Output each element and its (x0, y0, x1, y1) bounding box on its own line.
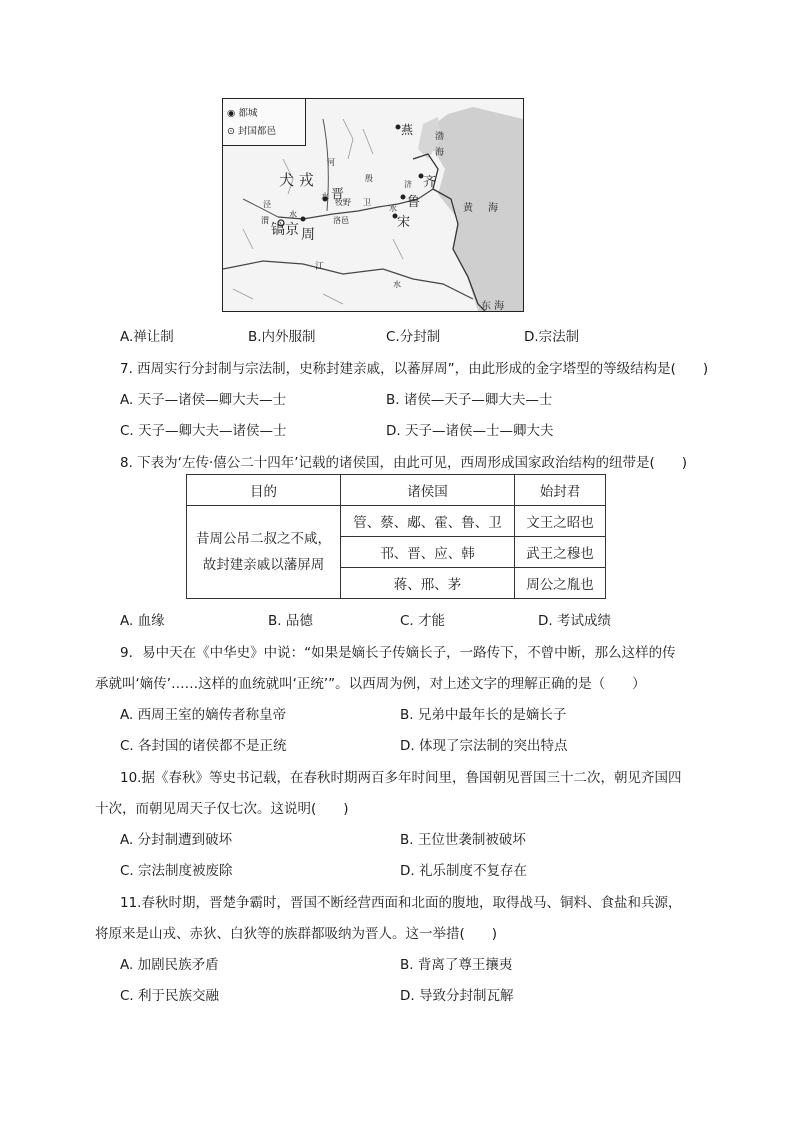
table-header-purpose: 目的 (187, 475, 341, 506)
label-eastsea: 东 海 (481, 301, 505, 312)
q8-option-c: C. 才能 (400, 613, 446, 629)
q8-table (186, 474, 606, 599)
table-header-states: 诸侯国 (341, 475, 515, 506)
label-shui4: 水 (321, 192, 329, 201)
q10-line-2: 十次，而朝见周天子仅七次。这说明( ) (95, 801, 349, 817)
label-wei: 卫 (363, 198, 371, 207)
lu-dot (401, 195, 406, 200)
q11-option-d: D. 导致分封制瓦解 (400, 988, 514, 1004)
q6-option-a: A.禅让制 (120, 329, 174, 345)
q8-stem: 8. 下表为‘左传·僖公二十四年’记载的诸侯国，由此可见，西周形成国家政治结构的纽带是( ) (120, 455, 688, 471)
label-jiang: 江 (315, 262, 325, 272)
label-zhou: 周 (301, 227, 315, 243)
purpose-line-2: 故封建亲戚以藩屏周 (202, 557, 325, 573)
q8-option-d: D. 考试成绩 (538, 613, 611, 629)
q11-line-1: 11.春秋时期，晋楚争霸时，晋国不断经营西面和北面的腹地，取得战马、铜料、食盐和兵源， (120, 895, 682, 911)
purpose-line-1: 昔周公吊二叔之不咸， (196, 531, 331, 547)
label-shui2: 水 (393, 280, 401, 289)
q7-stem: 7. 西周实行分封制与宗法制，史称封建亲戚，以蕃屏周”，由此形成的金字塔型的等级结构是( ) (120, 361, 709, 377)
label-yellowsea: 黄 (463, 203, 473, 214)
q8-option-a: A. 血缘 (120, 613, 165, 629)
q11-option-c: C. 利于民族交融 (120, 988, 220, 1004)
label-song: 宋 (397, 215, 411, 230)
table-founder-3: 周公之胤也 (515, 568, 606, 599)
q11-option-a: A. 加剧民族矛盾 (120, 957, 219, 973)
q9-option-a: A. 西周王室的嫡传者称皇帝 (120, 707, 287, 723)
label-bohai2: 海 (435, 148, 445, 158)
legend-fief: ⊙ 封国都邑 (227, 126, 276, 137)
label-shui: 水 (389, 204, 397, 213)
q10-option-a: A. 分封制遭到破坏 (120, 832, 233, 848)
q10-line-1: 10.据《春秋》等史书记载，在春秋时期两百多年时间里，鲁国朝见晋国三十二次，朝见齐国四 (120, 770, 682, 786)
luoyi-dot (301, 217, 306, 222)
label-shui3: 水 (289, 210, 297, 219)
q6-option-b: B.内外服制 (248, 329, 316, 345)
label-bohai: 渤 (435, 132, 445, 142)
q10-option-d: D. 礼乐制度不复存在 (400, 863, 527, 879)
label-haojing: 镐京 (271, 222, 299, 238)
q6-option-c: C.分封制 (386, 329, 441, 345)
label-ji: 济 (404, 180, 412, 189)
label-jin: 晋 (331, 187, 345, 202)
label-lu: 鲁 (407, 195, 421, 210)
q10-option-b: B. 王位世袭制被破坏 (400, 832, 526, 848)
q9-option-d: D. 体现了宗法制的突出特点 (400, 738, 568, 754)
q9-option-b: B. 兄弟中最年长的是嫡长子 (400, 707, 567, 723)
q10-option-c: C. 宗法制度被废除 (120, 863, 233, 879)
q8-option-b: B. 品德 (268, 613, 313, 629)
q7-option-a: A. 天子—诸侯—卿大夫—士 (120, 392, 287, 408)
table-founder-1: 文王之昭也 (515, 506, 606, 537)
map-legend (223, 99, 306, 146)
q6-option-d: D.宗法制 (524, 329, 580, 345)
q9-option-c: C. 各封国的诸侯都不是正统 (120, 738, 287, 754)
q7-option-c: C. 天子—卿大夫—诸侯—士 (120, 423, 287, 439)
label-yellowsea2: 海 (488, 203, 498, 214)
legend-capital: ◉ 都城 (227, 108, 258, 119)
table-states-3: 蒋、邢、茅 (341, 568, 515, 599)
zhou-map (222, 98, 524, 312)
yan-dot (396, 125, 401, 130)
q9-line-2: 承就叫‘嫡传’……这样的血统就叫‘正统’”。以西周为例，对上述文字的理解正确的是（ ） (95, 676, 646, 692)
table-states-1: 管、蔡、郕、霍、鲁、卫 (341, 506, 515, 537)
label-muye: 牧野 (335, 198, 351, 207)
q7-option-b: B. 诸侯—天子—卿大夫—士 (386, 392, 553, 408)
table-purpose-cell (187, 506, 341, 599)
table-founder-2: 武王之穆也 (515, 537, 606, 568)
q11-option-b: B. 背离了尊王攘夷 (400, 957, 513, 973)
label-luoyi: 洛邑 (333, 216, 349, 225)
label-qi: 齐 (423, 175, 437, 190)
label-quanrong: 犬 戎 (279, 171, 314, 189)
table-header-founder: 始封君 (515, 475, 606, 506)
label-jing: 泾 (263, 200, 271, 209)
label-yan: 燕 (401, 123, 414, 137)
q7-option-d: D. 天子—诸侯—士—卿大夫 (386, 423, 554, 439)
q11-line-2: 将原来是山戎、赤狄、白狄等的族群都吸纳为晋人。这一举措( ) (95, 926, 498, 942)
label-wei2: 渭 (261, 216, 269, 225)
label-river-he: 河 (327, 158, 335, 167)
table-states-2: 邗、晋、应、韩 (341, 537, 515, 568)
q9-line-1: 9．易中天在《中华史》中说：“如果是嫡长子传嫡长子，一路传下，不曾中断，那么这样的传 (120, 645, 676, 661)
label-yin: 殷 (365, 174, 373, 183)
